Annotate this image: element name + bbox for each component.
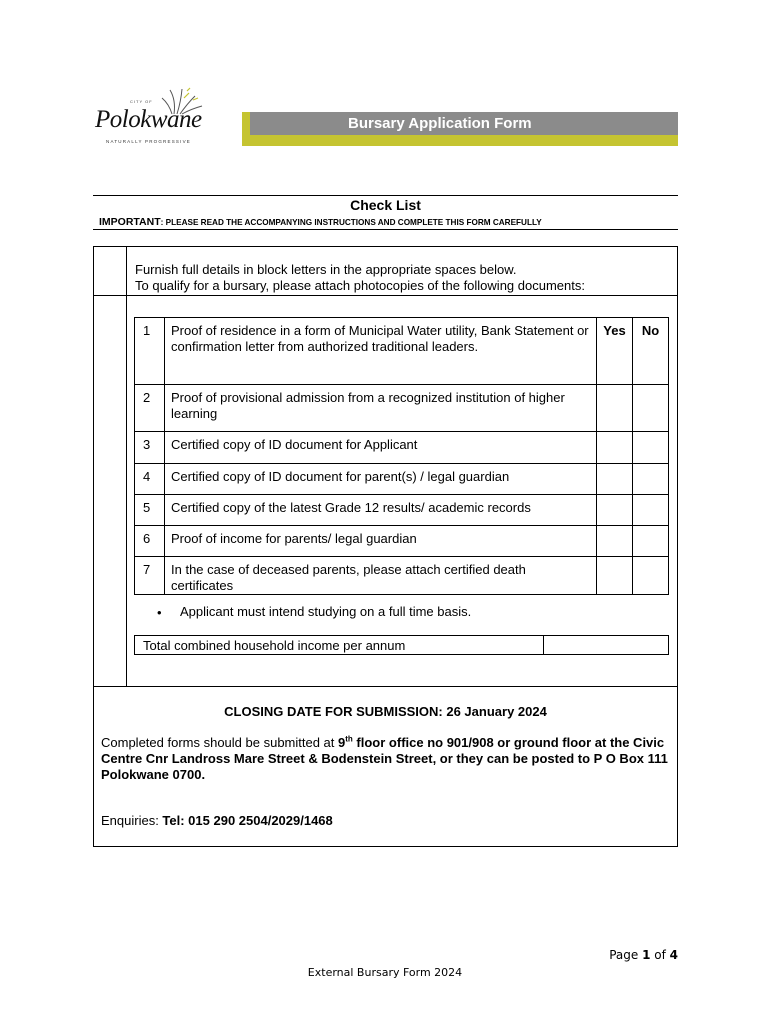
table-row [135, 557, 669, 595]
yes-checkbox-cell[interactable] [597, 464, 633, 495]
footer-text: External Bursary Form 2024 [307, 966, 463, 979]
no-checkbox-cell[interactable] [633, 557, 669, 595]
row-number: 5 [135, 495, 165, 526]
important-text: : PLEASE READ THE ACCOMPANYING INSTRUCTIONS AND COMPLETE THIS FORM CAREFULLY [160, 218, 542, 227]
form-title: Bursary Application Form [250, 112, 678, 135]
row-text: Certified copy of ID document for parent(s) / legal guardian [165, 464, 597, 495]
divider-bottom [93, 229, 678, 230]
yes-checkbox-cell[interactable] [597, 432, 633, 464]
row-text: Proof of income for parents/ legal guardian [165, 526, 597, 557]
submission-details: floor office no 901/908 or ground floor at the Civic Centre Cnr Landross Mare Street & Bodenstein Street, or they can be posted to P O Box 111 Polokwane 0700. [101, 735, 668, 782]
enquiries-label: Enquiries: [101, 813, 163, 828]
intro-line-1: Furnish full details in block letters in the appropriate spaces below. [135, 262, 517, 277]
logo-tagline: NATURALLY PROGRESSIVE [106, 139, 191, 144]
bullet-text: Applicant must intend studying on a full time basis. [180, 604, 472, 619]
row-text: In the case of deceased parents, please attach certified death certificates [165, 557, 597, 595]
yes-checkbox-cell[interactable] [597, 385, 633, 432]
yes-checkbox-cell[interactable] [597, 557, 633, 595]
submission-prefix: Completed forms should be submitted at [101, 735, 339, 750]
no-checkbox-cell[interactable] [633, 464, 669, 495]
row-text: Certified copy of ID document for Applicant [165, 432, 597, 464]
row-number: 2 [135, 385, 165, 432]
income-table [134, 635, 669, 655]
yes-header: Yes [597, 318, 633, 385]
table-row [135, 432, 669, 464]
no-header: No [633, 318, 669, 385]
documents-table [134, 317, 669, 595]
yes-checkbox-cell[interactable] [597, 526, 633, 557]
page-of: of [650, 948, 670, 962]
page-prefix: Page [609, 948, 643, 962]
row-text: Proof of residence in a form of Municipal Water utility, Bank Statement or confirmation letter from authorized traditional leaders. [165, 318, 597, 385]
table-row [135, 464, 669, 495]
divider-top [93, 195, 678, 196]
table-row [135, 636, 669, 655]
income-input[interactable] [544, 636, 669, 655]
income-label: Total combined household income per annum [135, 636, 544, 655]
bullet-icon: • [157, 605, 162, 620]
closing-divider [93, 686, 678, 687]
page-total: 4 [669, 948, 678, 962]
table-row [135, 318, 669, 385]
row-number: 7 [135, 557, 165, 595]
logo-top-text: CITY OF [130, 99, 153, 104]
yes-checkbox-cell[interactable] [597, 495, 633, 526]
enquiries [101, 813, 333, 828]
important-notice [99, 216, 542, 228]
row-text: Certified copy of the latest Grade 12 results/ academic records [165, 495, 597, 526]
polokwane-logo [92, 86, 207, 148]
row-number: 3 [135, 432, 165, 464]
title-bar [242, 112, 678, 146]
table-row [135, 385, 669, 432]
row-number: 6 [135, 526, 165, 557]
intro-line-2: To qualify for a bursary, please attach photocopies of the following documents: [135, 278, 585, 293]
no-checkbox-cell[interactable] [633, 526, 669, 557]
page-number [609, 948, 678, 962]
no-checkbox-cell[interactable] [633, 385, 669, 432]
no-checkbox-cell[interactable] [633, 495, 669, 526]
table-row [135, 526, 669, 557]
submission-floor: 9 [338, 735, 346, 750]
submission-floor-suffix: th [345, 734, 353, 744]
important-label: IMPORTANT [99, 216, 161, 228]
intro-divider [93, 295, 678, 296]
closing-date: CLOSING DATE FOR SUBMISSION: 26 January 2024 [224, 704, 547, 719]
row-number: 1 [135, 318, 165, 385]
table-row [135, 495, 669, 526]
page-current: 1 [642, 948, 651, 962]
left-column-line [126, 246, 127, 686]
row-text: Proof of provisional admission from a recognized institution of higher learning [165, 385, 597, 432]
checklist-title: Check List [350, 197, 421, 213]
enquiries-tel: Tel: 015 290 2504/2029/1468 [162, 813, 333, 828]
submission-instructions [101, 735, 671, 783]
logo-wordmark: Polokwane [95, 106, 202, 133]
row-number: 4 [135, 464, 165, 495]
no-checkbox-cell[interactable] [633, 432, 669, 464]
